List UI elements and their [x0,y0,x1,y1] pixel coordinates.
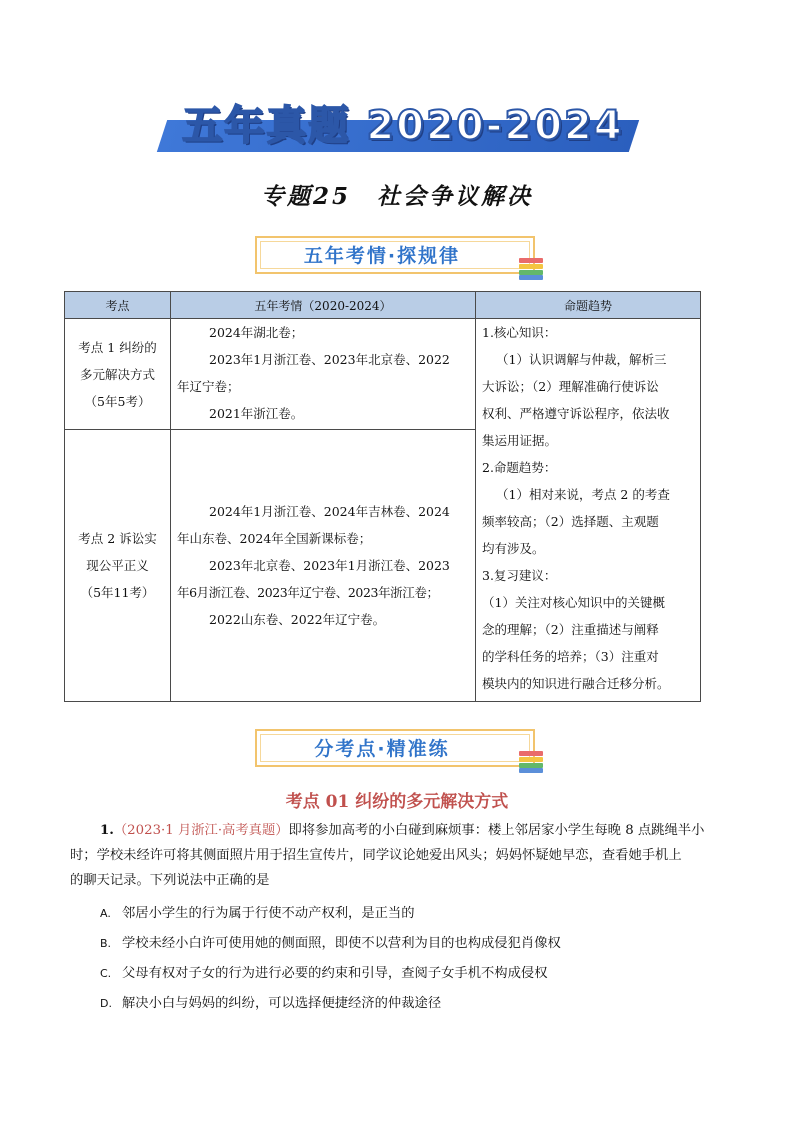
features-line: 年辽宁卷； [177,379,240,394]
question-line: 时；学校未经许可将其侧面照片用于招生宣传片，同学议论她爱出风头；妈妈怀疑她早恋，查看她手机上 [70,848,682,863]
trend-line: （1）相对来说，考点 2 的考查 [496,487,670,502]
point-cell [65,319,171,430]
question-stem [70,818,730,893]
exam-analysis-table [64,291,701,702]
features-line: 2021年浙江卷。 [209,406,304,421]
question-line [70,818,730,843]
question-source: （2023·1 月浙江·高考真题） [113,823,289,838]
trend-line: 3.复习建议： [482,568,557,583]
trend-line: 的学科任务的培养；（3）注重对 [482,649,659,664]
option-letter: B. [100,937,112,950]
point-line: 多元解决方式 [79,366,155,382]
point-cell [65,430,171,702]
option-text: 学校未经小白许可使用她的侧面照，即使不以营利为目的也构成侵犯肖像权 [122,936,561,951]
features-line: 年山东卷、2024年全国新课标卷； [177,531,372,546]
features-line: 2023年1月浙江卷、2023年北京卷、2022 [209,352,450,367]
point-line: 考点 1 纠纷的 [78,339,157,355]
banner-title: 五年真题 2020-2024 [182,103,624,149]
section-heading-label: 分考点·精准练 [314,738,450,760]
section-heading-trends [255,236,535,274]
point-line: （5年5考） [84,393,151,409]
section-heading-practice [255,729,535,767]
option-text: 父母有权对子女的行为进行必要的约束和引导，查阅子女手机不构成侵权 [122,966,548,981]
trend-cell [476,319,701,702]
question-number: 1. [100,823,114,838]
features-line: 年6月浙江卷、2023年辽宁卷、2023年浙江卷； [177,585,439,600]
books-icon [519,258,545,280]
option-d[interactable] [100,989,720,1019]
table-header-features: 五年考情（2020-2024） [171,292,476,319]
option-letter: C. [100,967,112,980]
trend-line: 权利、严格遵守诉讼程序，依法收 [482,406,670,421]
point-line: 考点 2 诉讼实 [78,531,157,546]
option-text: 解决小白与妈妈的纠纷，可以选择便捷经济的仲裁途径 [122,996,442,1011]
features-line: 2024年湖北卷； [209,325,304,340]
trend-line: 念的理解；（2）注重描述与阐释 [482,622,659,637]
features-line: 2022山东卷、2022年辽宁卷。 [209,612,386,627]
option-text: 邻居小学生的行为属于行使不动产权利，是正当的 [122,906,415,921]
topic-title: 专题25 社会争议解决 [260,183,533,210]
table-header-trend: 命题趋势 [476,292,701,319]
features-line: 2023年北京卷、2023年1月浙江卷、2023 [209,558,450,573]
table-header-row [65,292,701,319]
point-line: （5年11考） [80,585,155,600]
trend-line: 大诉讼；（2）理解准确行使诉讼 [482,379,659,394]
option-a[interactable] [100,899,720,929]
table-row [65,319,701,430]
option-c[interactable] [100,959,720,989]
trend-line: 2.命题趋势： [482,460,557,475]
table-header-point: 考点 [65,292,171,319]
trend-line: （1）关注对核心知识中的关键概 [482,595,665,610]
trend-line: 集运用证据。 [482,433,558,448]
trend-line: 1.核心知识： [482,325,557,340]
question-text: 即将参加高考的小白碰到麻烦事：楼上邻居家小学生每晚 8 点跳绳半小 [288,823,705,838]
answer-options [100,899,720,1019]
features-cell [171,430,476,702]
trend-line: 频率较高；（2）选择题、主观题 [482,514,659,529]
trend-line: 模块内的知识进行融合迁移分析。 [482,676,670,691]
features-cell [171,319,476,430]
option-b[interactable] [100,929,720,959]
option-letter: A. [100,907,111,920]
point-line: 现公平正义 [86,558,149,573]
subsection-title: 考点 01 纠纷的多元解决方式 [285,792,509,812]
option-letter: D. [100,997,112,1010]
trend-line: （1）认识调解与仲裁，解析三 [496,352,667,367]
books-icon [519,751,545,773]
question-line: 的聊天记录。下列说法中正确的是 [70,873,270,888]
trend-line: 均有涉及。 [482,541,545,556]
features-line: 2024年1月浙江卷、2024年吉林卷、2024 [209,504,450,519]
banner [150,96,640,156]
section-heading-label: 五年考情·探规律 [303,245,461,267]
